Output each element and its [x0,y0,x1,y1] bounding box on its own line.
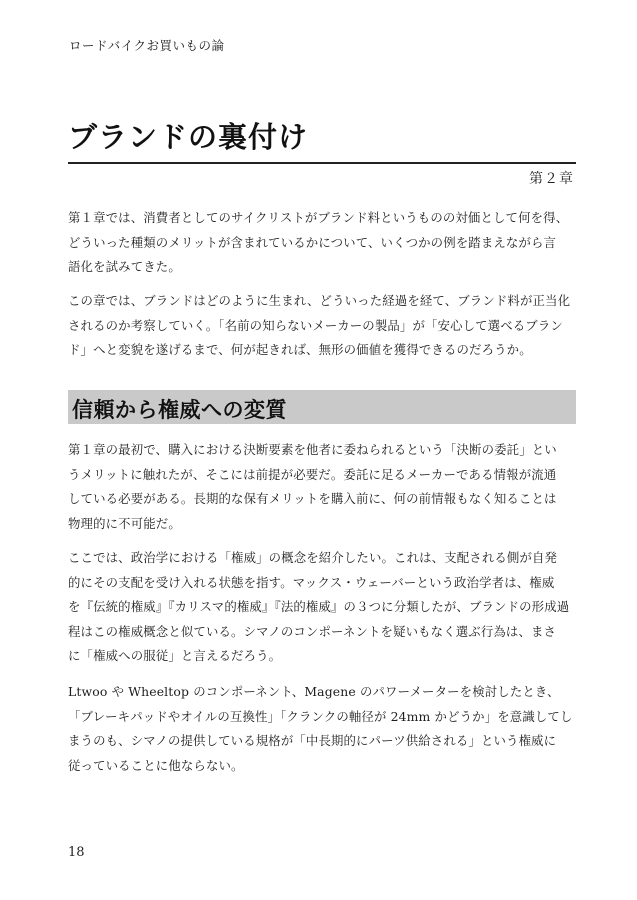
text-line: 従っていることに他ならない。 [68,757,244,773]
running-header: ロードバイクお買いもの論 [69,38,225,53]
text-line: している必要がある。長期的な保有メリットを購入前に、何の前情報もなく知ることは [68,491,557,506]
section-paragraph-2 [68,546,578,669]
intro-paragraph-2 [68,289,578,363]
section-paragraph-1 [68,438,578,536]
text-line: ここでは、政治学における「権威」の概念を紹介したい。これは、支配される側が自発 [68,550,558,565]
text-line: 「ブレーキパッドやオイルの互換性」「クランクの軸径が 24mm かどうか」を意識してし [68,708,573,724]
text-line: 程はこの権威概念と似ている。シマノのコンポーネントを疑いもなく選ぶ行為は、まさ [68,623,557,639]
chapter-title-rule [68,162,576,164]
text-line: うメリットに触れたが、そこには前提が必要だ。委託に足るメーカーである情報が流通 [68,466,557,482]
section-paragraph-3 [68,680,578,778]
text-line: まうのも、シマノの提供している規格が「中長期的にパーツ供給される」という権威に [68,733,557,748]
text-line: 第１章では、消費者としてのサイクリストがブランド料というものの対価として何を得、 [68,210,569,225]
text-line: されるのか考察していく。「名前の知らないメーカーの製品」が「安心して選べるブラン [68,317,563,333]
text-line: ド」へと変貌を遂げるまで、何が起きれば、無形の価値を獲得できるのだろうか。 [68,342,532,357]
text-line: 第１章の最初で、購入における決断要素を他者に委ねられるという「決断の委託」とい [68,442,557,457]
text-line: 語化を試みてきた。 [68,259,181,274]
intro-paragraph-1 [68,206,578,280]
chapter-number: 第２章 [529,171,574,187]
text-line: どういった種類のメリットが含まれているかについて、いくつかの例を踏まえながら言 [68,234,557,250]
text-line: Ltwoo や Wheeltop のコンポーネント、Magene のパワーメーターを検討したとき、 [68,684,560,699]
section-title: 信頼から権威への変質 [72,398,287,422]
text-line: を『伝統的権威』『カリスマ的権威』『法的権威』の３つに分類したが、ブランドの形成過 [68,599,570,614]
text-line: に「権威への服従」と言えるだろう。 [68,648,282,663]
page-number: 18 [68,845,85,860]
text-line: 的にその支配を受け入れる状態を指す。マックス・ウェーバーという政治学者は、権威 [68,574,555,590]
text-line: この章では、ブランドはどのように生まれ、どういった経過を経て、ブランド料が正当化 [68,293,571,308]
chapter-title: ブランドの裏付け [68,120,309,154]
text-line: 物理的に不可能だ。 [68,515,181,531]
